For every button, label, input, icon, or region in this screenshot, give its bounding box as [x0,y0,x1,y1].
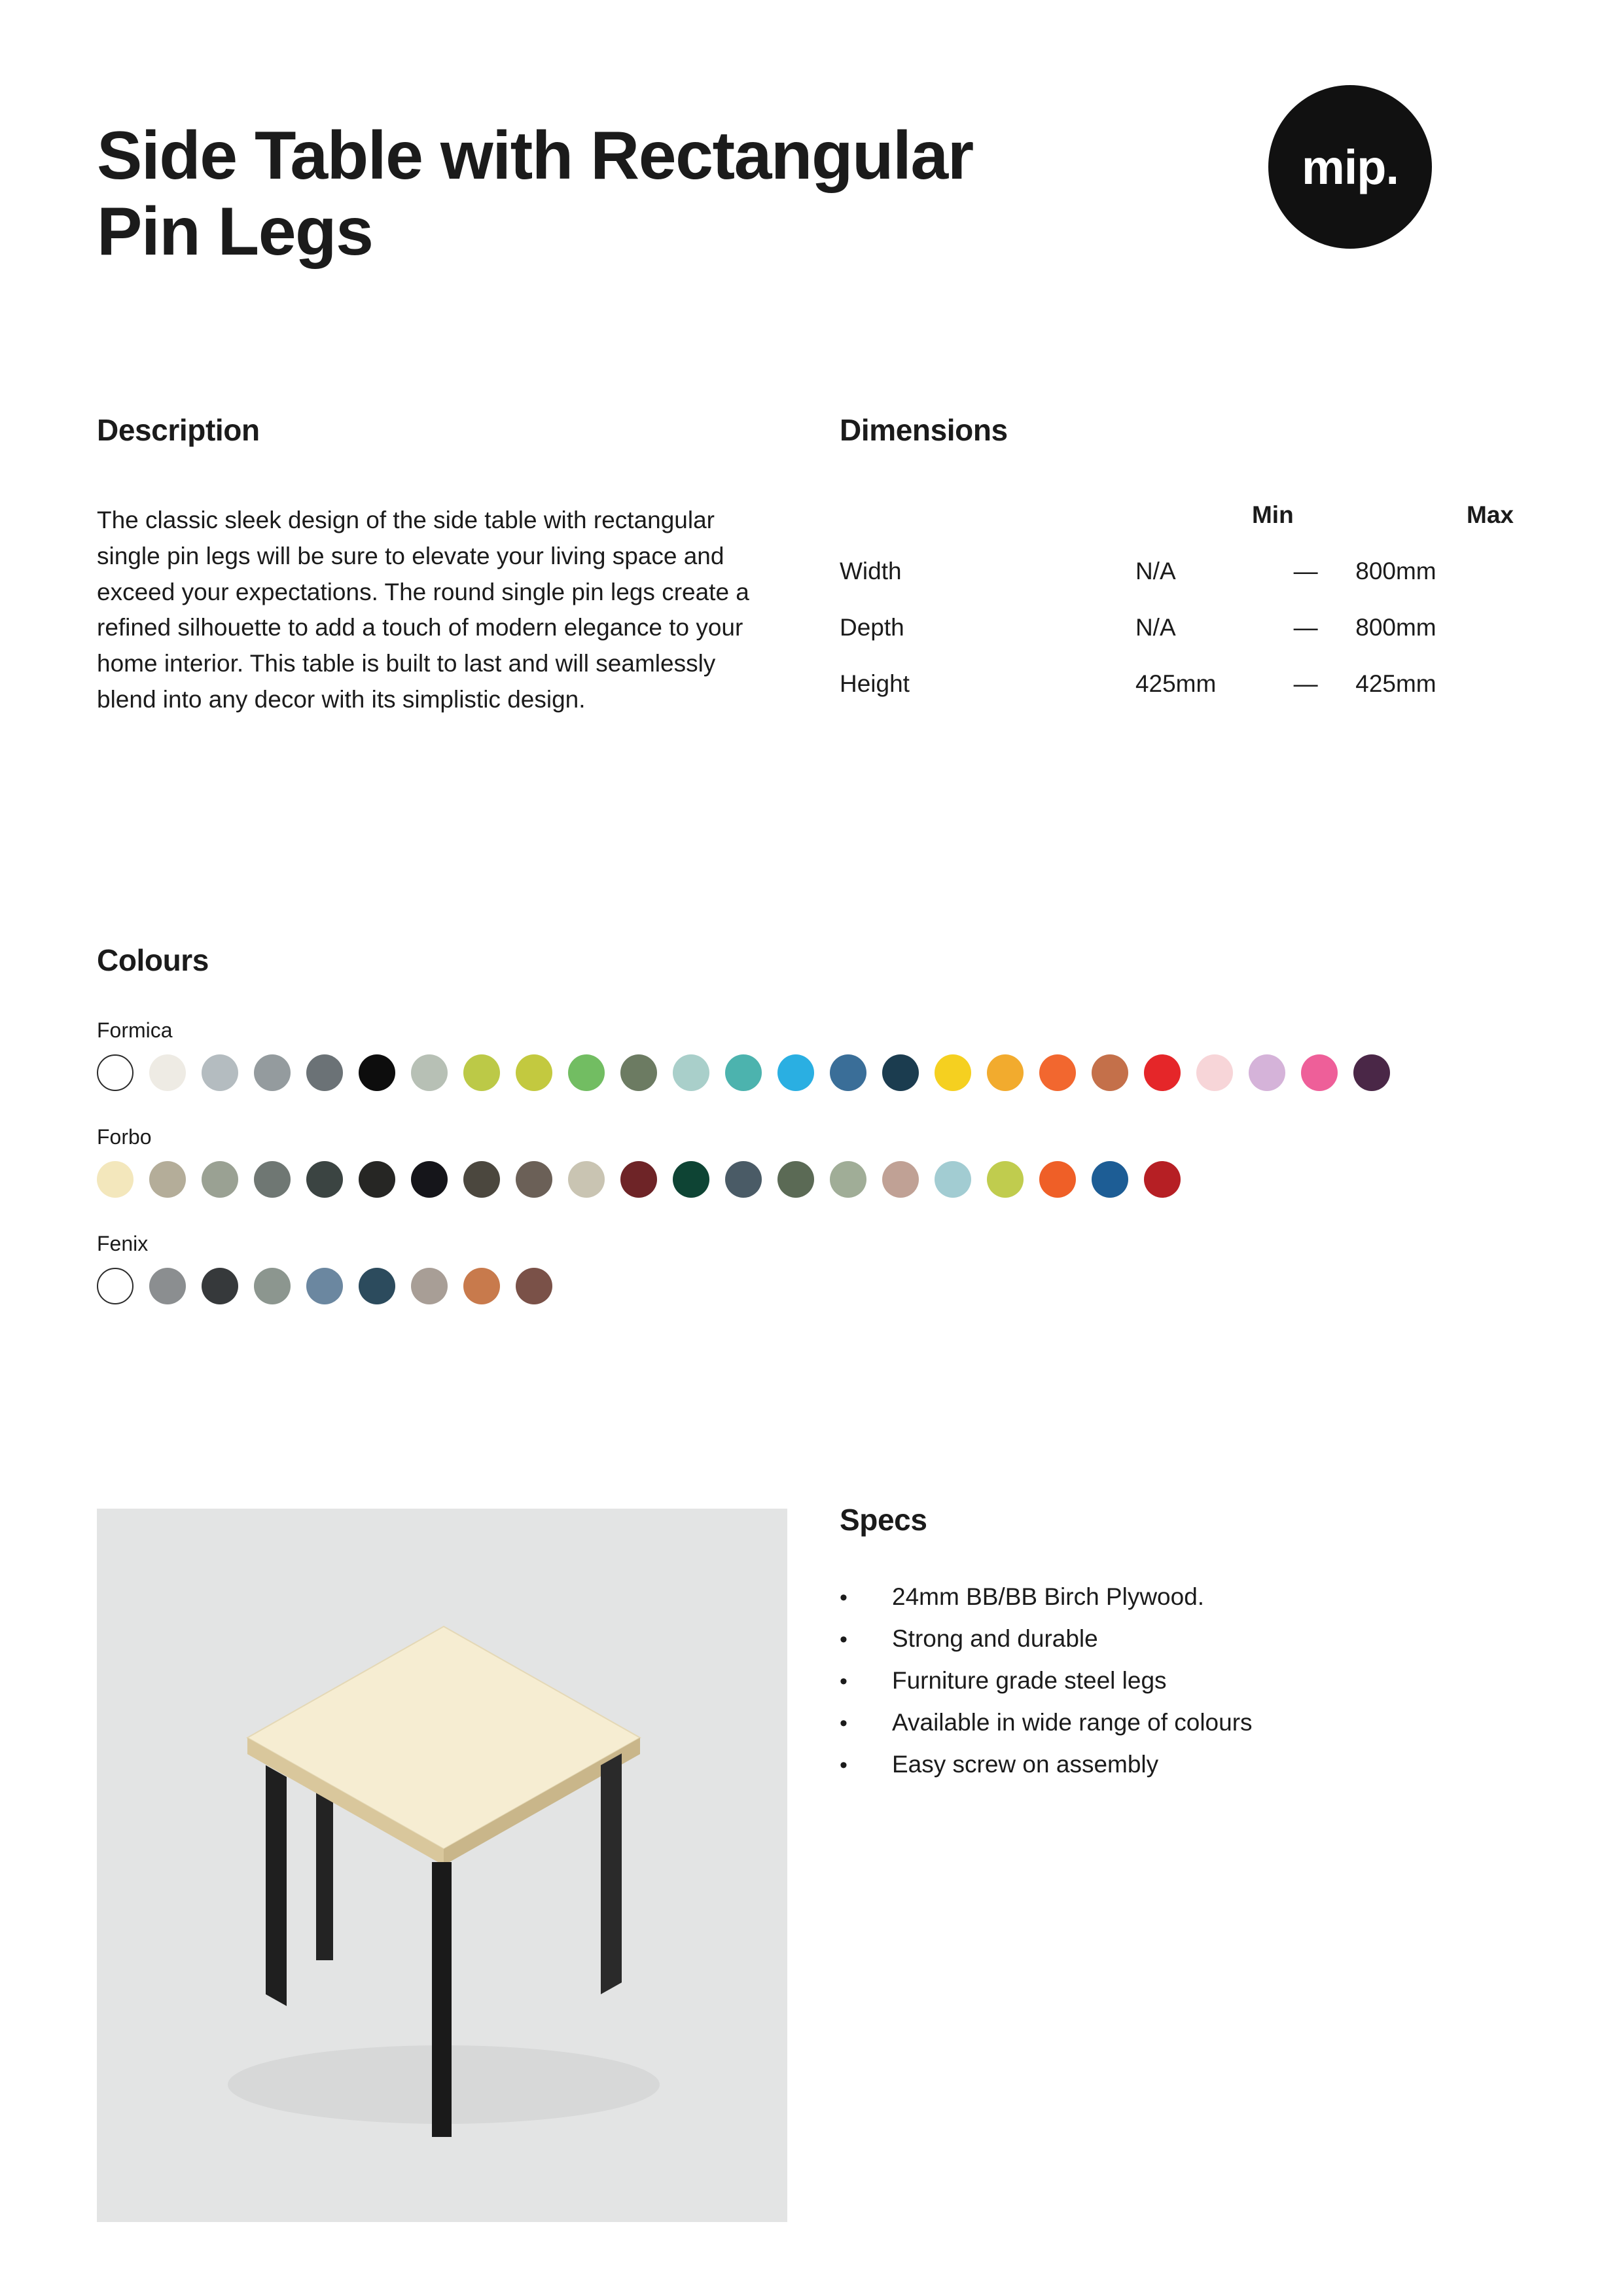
colour-swatch[interactable] [1353,1054,1390,1091]
colour-swatch[interactable] [1144,1161,1181,1198]
dimension-max: 425mm [1355,670,1436,697]
swatch-row-forbo [97,1161,1530,1198]
colour-group-label: Formica [97,1018,173,1042]
dimensions-heading: Dimensions [840,413,1008,447]
dimensions-header-blank [840,487,1135,543]
dimension-dash: — [1293,670,1318,697]
colour-swatch[interactable] [882,1161,919,1198]
colour-swatch[interactable] [411,1268,448,1304]
spec-text: Furniture grade steel legs [892,1667,1167,1694]
colours-heading: Colours [97,943,209,977]
colour-swatch[interactable] [463,1161,500,1198]
colour-swatch[interactable] [359,1161,395,1198]
colour-group-formica [97,1018,1530,1091]
colour-swatch[interactable] [568,1054,605,1091]
dimensions-header-dash [1294,487,1356,543]
table-row [840,656,1514,712]
colour-swatch[interactable] [568,1161,605,1198]
brand-logo-text: mip. [1301,139,1399,194]
dimensions-section [840,412,1527,712]
list-item [840,1585,1527,1609]
spec-text: 24mm BB/BB Birch Plywood. [892,1583,1205,1610]
colour-swatch[interactable] [149,1268,186,1304]
side-table-illustration [97,1509,787,2222]
colour-swatch[interactable] [97,1268,134,1304]
dimensions-table [840,487,1514,712]
colour-swatch[interactable] [254,1161,291,1198]
spec-text: Available in wide range of colours [892,1709,1253,1736]
list-item [840,1626,1527,1651]
dimension-label: Width [840,558,902,584]
list-item [840,1710,1527,1734]
dimension-label: Depth [840,614,904,641]
specs-heading: Specs [840,1503,927,1537]
specs-section [840,1502,1527,1794]
colour-swatch[interactable] [516,1268,552,1304]
colour-swatch[interactable] [202,1161,238,1198]
colour-swatch[interactable] [725,1054,762,1091]
colour-swatch[interactable] [987,1054,1024,1091]
colour-swatch[interactable] [411,1054,448,1091]
colour-swatch[interactable] [1196,1054,1233,1091]
page-title: Side Table with Rectangular Pin Legs [97,118,973,270]
colour-swatch[interactable] [830,1054,866,1091]
colour-swatch[interactable] [1249,1054,1285,1091]
swatch-row-fenix [97,1268,1530,1304]
table-row [840,600,1514,656]
colour-swatch[interactable] [254,1268,291,1304]
bullet-icon: • [840,1711,847,1736]
colour-swatch[interactable] [306,1161,343,1198]
description-heading: Description [97,413,260,447]
colour-swatch[interactable] [359,1054,395,1091]
colour-group-forbo [97,1125,1530,1198]
colour-swatch[interactable] [673,1054,709,1091]
dimension-min: N/A [1135,614,1176,641]
colour-swatch[interactable] [1039,1161,1076,1198]
spec-text: Strong and durable [892,1625,1098,1652]
colour-swatch[interactable] [673,1161,709,1198]
colour-swatch[interactable] [1301,1054,1338,1091]
dimension-max: 800mm [1355,614,1436,641]
colour-swatch[interactable] [306,1054,343,1091]
colour-swatch[interactable] [306,1268,343,1304]
colour-swatch[interactable] [97,1054,134,1091]
bullet-icon: • [840,1753,847,1778]
dimension-dash: — [1293,614,1318,641]
colour-swatch[interactable] [935,1161,971,1198]
colour-swatch[interactable] [149,1161,186,1198]
colour-swatch[interactable] [777,1161,814,1198]
colour-swatch[interactable] [935,1054,971,1091]
colour-group-label: Fenix [97,1232,149,1255]
dimension-dash: — [1293,558,1318,584]
dimension-min: N/A [1135,558,1176,584]
colour-swatch[interactable] [149,1054,186,1091]
colour-swatch[interactable] [830,1161,866,1198]
colour-swatch[interactable] [202,1268,238,1304]
colour-swatch[interactable] [882,1054,919,1091]
dimension-min: 425mm [1135,670,1217,697]
colour-swatch[interactable] [777,1054,814,1091]
bullet-icon: • [840,1585,847,1610]
colour-swatch[interactable] [987,1161,1024,1198]
colour-swatch[interactable] [1092,1054,1128,1091]
table-row [840,543,1514,600]
colour-swatch[interactable] [254,1054,291,1091]
dimensions-header-min: Min [1251,501,1294,528]
colour-swatch[interactable] [1144,1054,1181,1091]
document-header [97,118,1432,270]
colour-swatch[interactable] [411,1161,448,1198]
colour-swatch[interactable] [620,1054,657,1091]
colour-swatch[interactable] [725,1161,762,1198]
swatch-row-formica [97,1054,1530,1091]
colours-section [97,942,1530,1304]
bullet-icon: • [840,1627,847,1652]
colour-swatch[interactable] [1039,1054,1076,1091]
colour-swatch[interactable] [359,1268,395,1304]
product-photo [97,1509,787,2222]
colour-swatch[interactable] [516,1054,552,1091]
colour-swatch[interactable] [463,1054,500,1091]
dimensions-header-max: Max [1467,501,1514,528]
colour-swatch[interactable] [202,1054,238,1091]
colour-swatch[interactable] [463,1268,500,1304]
description-section [97,412,784,742]
dimensions-header-row [840,487,1514,543]
colour-group-label: Forbo [97,1125,152,1149]
description-body: The classic sleek design of the side table with rectangular single pin legs will be sure to elevate your living space and exceed your expectations. The round single pin legs create a refined silhouette to add a touch of modern elegance to your home interior. This table is built to last and will seamlessly blend into any decor with its simplistic design. [97,507,749,713]
colour-swatch[interactable] [97,1161,134,1198]
bullet-icon: • [840,1669,847,1694]
brand-logo [1268,85,1432,249]
list-item [840,1668,1527,1693]
colour-swatch[interactable] [516,1161,552,1198]
dimension-label: Height [840,670,910,697]
colour-group-fenix [97,1232,1530,1304]
specs-list [840,1585,1527,1776]
colour-swatch[interactable] [1092,1161,1128,1198]
list-item [840,1752,1527,1776]
colour-swatch[interactable] [620,1161,657,1198]
spec-text: Easy screw on assembly [892,1751,1159,1778]
dimension-max: 800mm [1355,558,1436,584]
